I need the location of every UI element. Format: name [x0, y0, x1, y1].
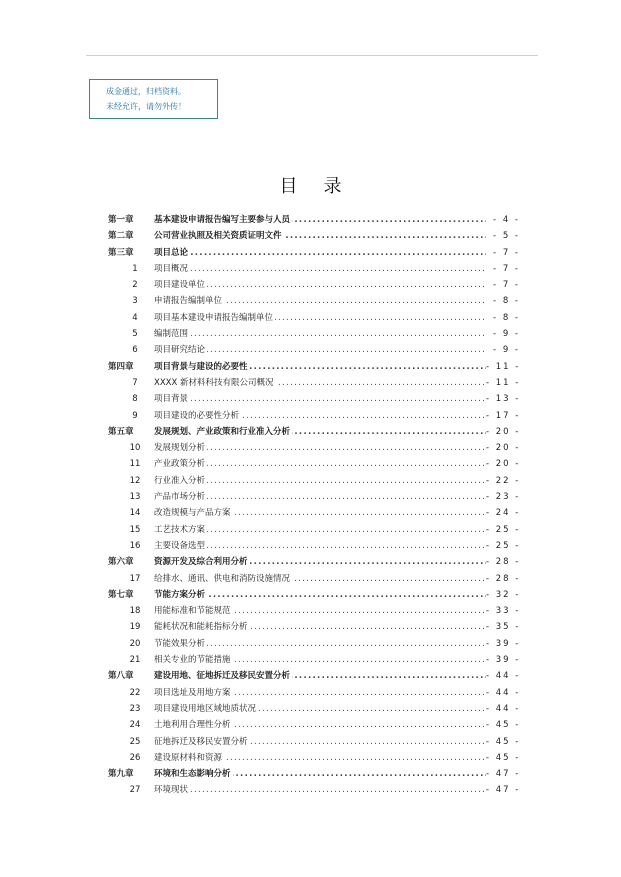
- toc-entry-title-text: 项目选址及用地方案: [154, 685, 233, 701]
- toc-entry-title-text: 项目建设单位: [154, 277, 207, 293]
- toc-entry-title: [154, 522, 486, 538]
- toc-entry-title-text: 发展规划分析: [154, 440, 207, 456]
- toc-section-row[interactable]: [108, 310, 520, 326]
- toc-section-row[interactable]: [108, 440, 520, 456]
- toc-entry-page: - 44 -: [486, 703, 521, 714]
- toc-section-row[interactable]: [108, 652, 520, 668]
- toc-entry-title-text: 发展规划、产业政策和行业准入分析: [154, 424, 292, 440]
- toc-entry-number: 第七章: [108, 589, 134, 600]
- toc-entry-title: [154, 342, 486, 358]
- toc-entry-number: 第一章: [108, 215, 134, 225]
- toc-section-row[interactable]: [108, 375, 520, 391]
- toc-section-row[interactable]: [108, 603, 520, 619]
- toc-entry-title-text: 相关专业的节能措施: [154, 652, 233, 668]
- toc-chapter-row[interactable]: [108, 228, 520, 244]
- toc-entry-page: - 7 -: [493, 263, 520, 274]
- toc-entry-title: [154, 326, 486, 342]
- toc-entry-number: 2: [132, 280, 138, 291]
- toc-entry-title: [154, 505, 486, 521]
- toc-entry-title-text: 编制范围: [154, 326, 190, 342]
- toc-entry-title: [154, 375, 486, 391]
- toc-entry-number: 第三章: [108, 247, 134, 258]
- toc-entry-title-text: 申请报告编制单位: [154, 293, 224, 309]
- toc-section-row[interactable]: [108, 750, 520, 766]
- toc-entry-page: - 24 -: [486, 508, 521, 519]
- toc-entry-page: - 7 -: [493, 247, 520, 258]
- toc-entry-page: - 23 -: [486, 492, 521, 503]
- toc-entry-page: - 28 -: [486, 557, 521, 568]
- toc-section-row[interactable]: [108, 619, 520, 635]
- toc-entry-number: 27: [129, 785, 141, 796]
- notice-box: [89, 79, 218, 119]
- toc-entry-page: - 39 -: [486, 655, 521, 666]
- toc-entry-page: - 4 -: [493, 215, 520, 225]
- toc-entry-number: 3: [132, 296, 138, 307]
- toc-entry-title-text: 建设原材料和资源: [154, 750, 224, 766]
- toc-entry-page: - 9 -: [493, 329, 520, 340]
- toc-entry-page: - 8 -: [493, 296, 520, 307]
- toc-entry-title-text: 项目总论: [154, 245, 190, 261]
- toc-section-row[interactable]: [108, 277, 520, 293]
- toc-entry-page: - 45 -: [486, 720, 521, 731]
- toc-entry-number: 23: [129, 703, 141, 714]
- toc-section-row[interactable]: [108, 456, 520, 472]
- toc-entry-title-text: 征地拆迁及移民安置分析: [154, 734, 250, 750]
- toc-entry-number: 21: [129, 655, 141, 666]
- toc-chapter-row[interactable]: [108, 668, 520, 684]
- toc-entry-number: 14: [129, 508, 141, 519]
- toc-entry-title-text: 项目研究结论: [154, 342, 207, 358]
- toc-entry-page: - 20 -: [486, 426, 521, 437]
- toc-entry-title: [154, 310, 486, 326]
- toc-entry-title-text: 项目概况: [154, 261, 190, 277]
- toc-entry-number: 17: [129, 573, 141, 584]
- header-rule: [86, 55, 538, 56]
- toc-entry-number: 1: [132, 263, 138, 274]
- toc-entry-title: [154, 636, 486, 652]
- toc-entry-page: - 13 -: [486, 394, 521, 405]
- toc-entry-page: - 11 -: [486, 377, 521, 388]
- toc-entry-title: [154, 782, 486, 798]
- toc-section-row[interactable]: [108, 734, 520, 750]
- toc-section-row[interactable]: [108, 505, 520, 521]
- toc-entry-page: - 22 -: [486, 475, 521, 486]
- toc-entry-number: 4: [132, 312, 138, 323]
- toc-entry-number: 10: [129, 443, 141, 454]
- toc-entry-page: - 5 -: [493, 231, 520, 242]
- toc-entry-title: [154, 750, 486, 766]
- toc-entry-page: - 28 -: [486, 573, 521, 584]
- toc-entry-title-text: 土地利用合理性分析: [154, 717, 233, 733]
- toc-section-row[interactable]: [108, 342, 520, 358]
- toc-entry-title: [154, 717, 486, 733]
- toc-entry-title-text: 工艺技术方案: [154, 522, 207, 538]
- toc-section-row[interactable]: [108, 571, 520, 587]
- toc-chapter-row[interactable]: [108, 587, 520, 603]
- toc-section-row[interactable]: [108, 782, 520, 798]
- toc-section-row[interactable]: [108, 473, 520, 489]
- toc-section-row[interactable]: [108, 685, 520, 701]
- toc-entry-number: 12: [129, 475, 141, 486]
- toc-entry-title-text: 资源开发及综合利用分析: [154, 554, 250, 570]
- toc-entry-title-text: 给排水、通讯、供电和消防设施情况: [154, 571, 292, 587]
- toc-section-row[interactable]: [108, 522, 520, 538]
- toc-entry-number: 16: [129, 540, 141, 551]
- toc-entry-title-text: 主要设备选型: [154, 538, 207, 554]
- toc-entry-page: - 20 -: [486, 459, 521, 470]
- toc-entry-title-text: 能耗状况和能耗指标分析: [154, 619, 250, 635]
- toc-entry-title-text: 改造规模与产品方案: [154, 505, 233, 521]
- toc-entry-page: - 25 -: [486, 524, 521, 535]
- toc-entry-number: 6: [132, 345, 138, 356]
- toc-chapter-row[interactable]: [108, 245, 520, 261]
- toc-entry-page: - 47 -: [486, 785, 521, 796]
- toc-entry-title-text: 基本建设申请报告编写主要参与人员: [154, 212, 292, 228]
- toc-section-row[interactable]: [108, 261, 520, 277]
- toc-section-row[interactable]: [108, 326, 520, 342]
- toc-entry-title-text: 环境现状: [154, 782, 190, 798]
- toc-entry-title: [154, 766, 486, 782]
- toc-entry-page: - 17 -: [486, 410, 521, 421]
- toc-entry-title-text: 用能标准和节能规范: [154, 603, 233, 619]
- toc-entry-title: [154, 587, 486, 603]
- toc-entry-number: 第九章: [108, 769, 134, 780]
- toc-entry-page: - 25 -: [486, 540, 521, 551]
- toc-entry-number: 19: [129, 622, 141, 633]
- notice-line-2: 未经允许，请勿外传！: [106, 102, 186, 111]
- toc-entry-title-text: 项目基本建设申请报告编制单位: [154, 310, 275, 326]
- toc-section-row[interactable]: [108, 408, 520, 424]
- toc-entry-title: [154, 619, 486, 635]
- toc-entry-title: [154, 734, 486, 750]
- toc-entry-number: 11: [129, 459, 141, 470]
- toc-entry-page: - 45 -: [486, 752, 521, 763]
- toc-entry-page: - 9 -: [493, 345, 520, 356]
- toc-entry-number: 22: [129, 687, 141, 698]
- toc-entry-title-text: 行业准入分析: [154, 473, 207, 489]
- toc-entry-title: [154, 456, 486, 472]
- toc-entry-number: 第二章: [108, 231, 134, 242]
- toc-entry-title-text: 产业政策分析: [154, 456, 207, 472]
- toc-section-row[interactable]: [108, 636, 520, 652]
- toc-entry-page: - 45 -: [486, 736, 521, 747]
- toc-entry-title: [154, 293, 486, 309]
- toc-entry-title-text: 项目背景: [154, 391, 190, 407]
- toc-entry-number: 第八章: [108, 671, 134, 682]
- toc-chapter-row[interactable]: [108, 554, 520, 570]
- toc-entry-title: [154, 554, 486, 570]
- toc-entry-title-text: 环境和生态影响分析: [154, 766, 233, 782]
- toc-entry-number: 18: [129, 606, 141, 617]
- toc-entry-title: [154, 603, 486, 619]
- toc-entry-title-text: 公司营业执照及相关资质证明文件: [154, 228, 284, 244]
- toc-entry-title-text: 建设用地、征地拆迁及移民安置分析: [154, 668, 292, 684]
- toc-entry-title: [154, 212, 486, 228]
- toc-entry-title-text: 项目背景与建设的必要性: [154, 359, 250, 375]
- toc-entry-title: [154, 489, 486, 505]
- toc-entry-title: [154, 571, 486, 587]
- toc-entry-number: 24: [129, 720, 141, 731]
- notice-line-1: 成金通过，归档资料。: [106, 87, 186, 96]
- toc-entry-number: 26: [129, 752, 141, 763]
- toc-entry-title: [154, 701, 486, 717]
- toc-entry-page: - 47 -: [486, 769, 521, 780]
- toc-chapter-row[interactable]: [108, 766, 520, 782]
- toc-entry-page: - 32 -: [486, 589, 521, 600]
- toc-entry-number: 13: [129, 492, 141, 503]
- toc-entry-title: [154, 538, 486, 554]
- toc-entry-number: 第五章: [108, 426, 134, 437]
- toc-entry-title: [154, 245, 486, 261]
- toc-section-row[interactable]: [108, 489, 520, 505]
- toc-entry-title: [154, 261, 486, 277]
- toc-entry-title-text: 项目建设用地区域地质状况: [154, 701, 258, 717]
- toc-entry-number: 8: [132, 394, 138, 405]
- toc-entry-page: - 20 -: [486, 443, 521, 454]
- toc-entry-title-text: 节能效果分析: [154, 636, 207, 652]
- toc-entry-title: [154, 424, 486, 440]
- toc-entry-title-text: XXXX 新材料科技有限公司概况: [154, 375, 276, 391]
- toc-entry-page: - 8 -: [493, 312, 520, 323]
- toc-section-row[interactable]: [108, 391, 520, 407]
- toc-entry-number: 15: [129, 524, 141, 535]
- toc-entry-page: - 7 -: [493, 280, 520, 291]
- toc-entry-number: 7: [132, 377, 138, 388]
- toc-entry-title: [154, 473, 486, 489]
- toc-entry-title: [154, 652, 486, 668]
- toc-entry-number: 9: [132, 410, 138, 421]
- toc-entry-title: [154, 228, 486, 244]
- toc-entry-title: [154, 440, 486, 456]
- toc-entry-title: [154, 391, 486, 407]
- page-title: 目录: [279, 176, 368, 197]
- toc-entry-page: - 35 -: [486, 622, 521, 633]
- toc-entry-page: - 44 -: [486, 671, 521, 682]
- toc-entry-number: 25: [129, 736, 141, 747]
- toc-entry-title-text: 项目建设的必要性分析: [154, 408, 241, 424]
- toc-section-row[interactable]: [108, 717, 520, 733]
- toc-chapter-row[interactable]: [108, 212, 520, 228]
- toc-chapter-row[interactable]: [108, 424, 520, 440]
- toc-entry-number: 20: [129, 638, 141, 649]
- table-of-contents: [108, 212, 520, 799]
- toc-entry-title-text: 产品市场分析: [154, 489, 207, 505]
- toc-section-row[interactable]: [108, 538, 520, 554]
- toc-entry-number: 第六章: [108, 557, 134, 568]
- toc-section-row[interactable]: [108, 293, 520, 309]
- toc-entry-title: [154, 277, 486, 293]
- toc-entry-title: [154, 685, 486, 701]
- toc-entry-title: [154, 359, 486, 375]
- toc-entry-page: - 11 -: [486, 361, 521, 372]
- toc-section-row[interactable]: [108, 701, 520, 717]
- toc-entry-page: - 44 -: [486, 687, 521, 698]
- toc-entry-page: - 33 -: [486, 606, 521, 617]
- toc-entry-number: 5: [132, 329, 138, 340]
- toc-chapter-row[interactable]: [108, 359, 520, 375]
- toc-entry-title-text: 节能方案分析: [154, 587, 207, 603]
- toc-entry-title: [154, 408, 486, 424]
- toc-entry-page: - 39 -: [486, 638, 521, 649]
- toc-entry-title: [154, 668, 486, 684]
- toc-entry-number: 第四章: [108, 361, 134, 372]
